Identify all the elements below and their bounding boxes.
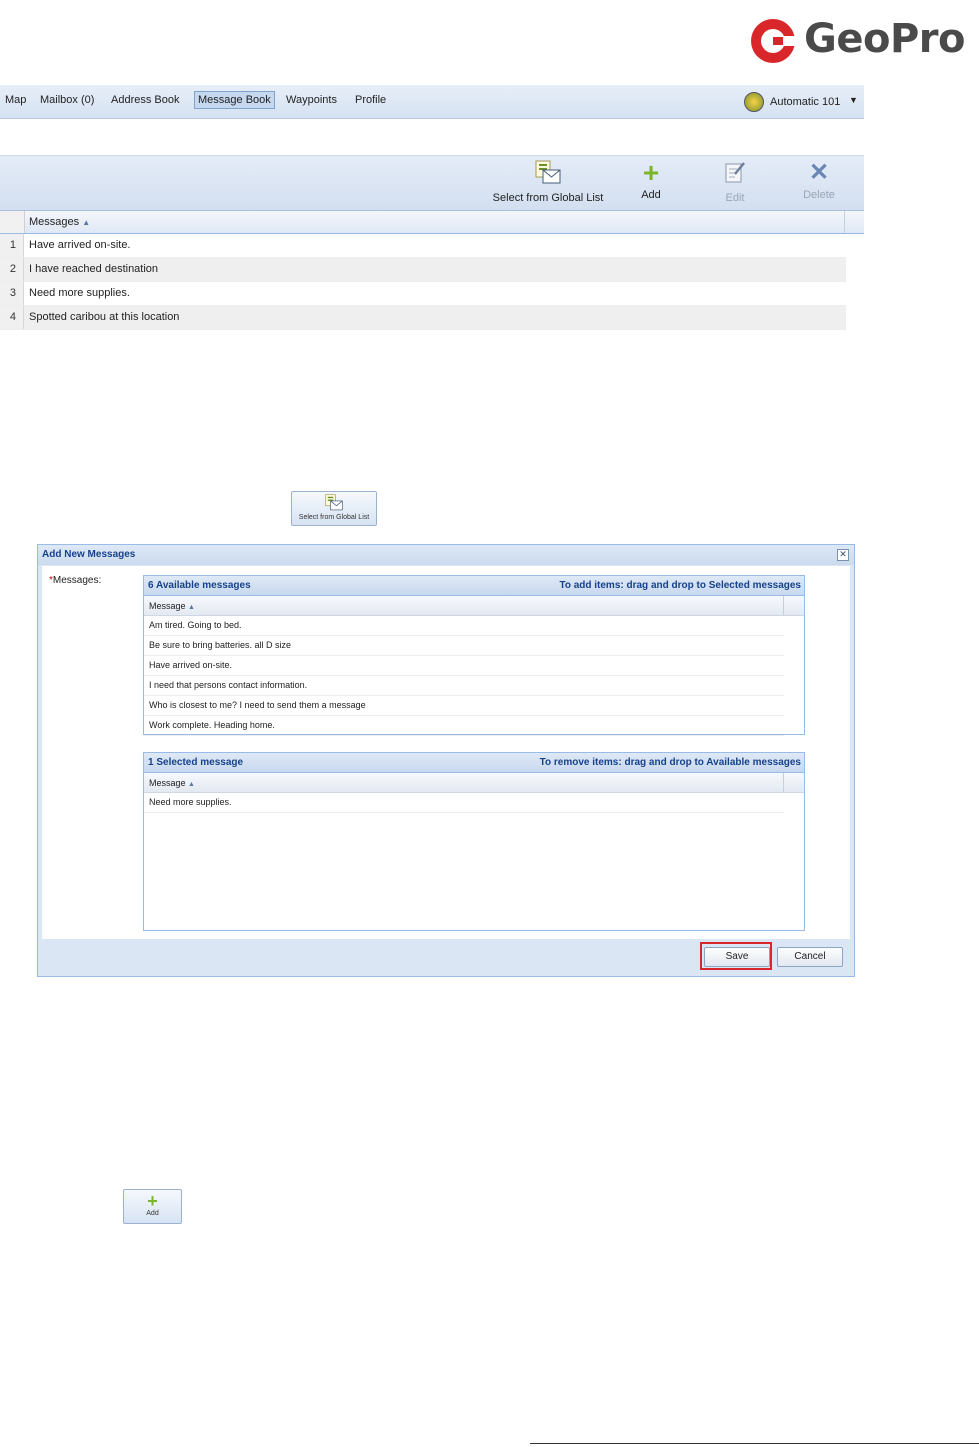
footer-rule <box>530 1443 979 1444</box>
nav-tab-profile[interactable]: Profile <box>355 94 387 106</box>
message-text: Spotted caribou at this location <box>29 311 180 323</box>
plus-icon: + <box>147 1191 158 1211</box>
available-count-title: 6 Available messages <box>148 580 251 591</box>
select-from-global-list-button[interactable] <box>488 160 608 204</box>
nav-tab-waypoints[interactable]: Waypoints <box>286 94 337 106</box>
message-text: Have arrived on-site. <box>29 239 131 251</box>
table-row[interactable] <box>0 282 846 306</box>
edit-button[interactable] <box>718 160 752 204</box>
dialog-footer <box>42 940 850 972</box>
available-panel-header <box>144 576 804 596</box>
delete-x-icon: ✕ <box>808 159 830 186</box>
messages-field-label: *Messages: <box>49 575 102 586</box>
geopro-logo <box>748 14 968 68</box>
sort-asc-icon: ▲ <box>82 218 91 227</box>
user-name: Automatic 101 <box>770 96 841 108</box>
geopro-logo-mark-icon <box>748 16 798 66</box>
row-number: 1 <box>0 234 24 257</box>
user-status-icon <box>744 92 764 112</box>
sort-asc-icon: ▲ <box>188 781 195 788</box>
add-button[interactable] <box>634 157 668 201</box>
selected-messages-panel <box>143 752 805 931</box>
nav-tab-map[interactable]: Map <box>5 94 27 106</box>
grid-header-divider <box>844 211 845 233</box>
delete-label: Delete <box>803 189 835 201</box>
row-number: 2 <box>0 258 24 281</box>
row-number: 3 <box>0 282 24 305</box>
grid-header <box>0 211 864 234</box>
add-mini-label: Add <box>146 1210 159 1217</box>
select-from-global-list-label: Select from Global List <box>492 192 604 204</box>
available-drag-hint: To add items: drag and drop to Selected messages <box>559 580 801 591</box>
table-row[interactable] <box>0 306 846 330</box>
global-list-icon <box>324 494 344 512</box>
plus-icon: + <box>642 157 660 188</box>
message-text: Need more supplies. <box>29 287 130 299</box>
save-button[interactable]: Save <box>704 947 770 967</box>
nav-tab-message-book[interactable]: Message Book <box>194 91 275 109</box>
edit-label: Edit <box>725 192 745 204</box>
list-item[interactable]: Am tired. Going to bed. <box>144 616 784 636</box>
messages-grid <box>0 211 864 330</box>
column-divider <box>783 773 784 792</box>
nav-tab-mailbox[interactable]: Mailbox (0) <box>40 94 95 106</box>
list-item[interactable]: Who is closest to me? I need to send them a message <box>144 696 784 716</box>
column-divider <box>783 596 784 615</box>
dialog-body <box>42 566 850 939</box>
geopro-logo-text: GeoPro <box>804 16 965 62</box>
dialog-title: Add New Messages <box>38 545 854 565</box>
message-book-toolbar <box>0 155 864 211</box>
messages-column-header[interactable]: Messages ▲ <box>29 216 91 228</box>
list-item[interactable]: Have arrived on-site. <box>144 656 784 676</box>
available-column-header[interactable]: Message ▲ <box>144 596 804 616</box>
list-item[interactable]: I need that persons contact information. <box>144 676 784 696</box>
message-text: I have reached destination <box>29 263 159 275</box>
add-mini-button[interactable] <box>123 1189 182 1224</box>
close-icon[interactable]: ✕ <box>837 549 849 561</box>
selected-count-title: 1 Selected message <box>148 757 244 768</box>
cancel-button[interactable]: Cancel <box>777 947 843 967</box>
select-from-global-list-mini-label: Select from Global List <box>298 514 370 521</box>
chevron-down-icon: ▼ <box>849 95 858 105</box>
table-row[interactable] <box>0 258 846 282</box>
row-number: 4 <box>0 306 24 329</box>
edit-icon <box>723 160 747 186</box>
selected-drag-hint: To remove items: drag and drop to Available messages <box>539 757 801 768</box>
global-list-icon <box>534 160 562 186</box>
selected-panel-header <box>144 753 804 773</box>
selected-column-header[interactable]: Message ▲ <box>144 773 804 793</box>
required-marker: * <box>49 575 53 586</box>
add-label: Add <box>641 189 661 201</box>
row-number-header <box>0 211 25 233</box>
select-from-global-list-mini-button[interactable] <box>291 491 377 526</box>
nav-tab-address-book[interactable]: Address Book <box>111 94 180 106</box>
sort-asc-icon: ▲ <box>188 604 195 611</box>
add-new-messages-dialog <box>37 544 855 977</box>
list-item[interactable]: Work complete. Heading home. <box>144 716 784 736</box>
available-messages-panel <box>143 575 805 735</box>
table-row[interactable] <box>0 234 846 258</box>
main-nav-bar <box>0 85 864 119</box>
list-item[interactable]: Need more supplies. <box>144 793 784 813</box>
list-item[interactable]: Be sure to bring batteries. all D size <box>144 636 784 656</box>
delete-button[interactable] <box>798 160 840 201</box>
